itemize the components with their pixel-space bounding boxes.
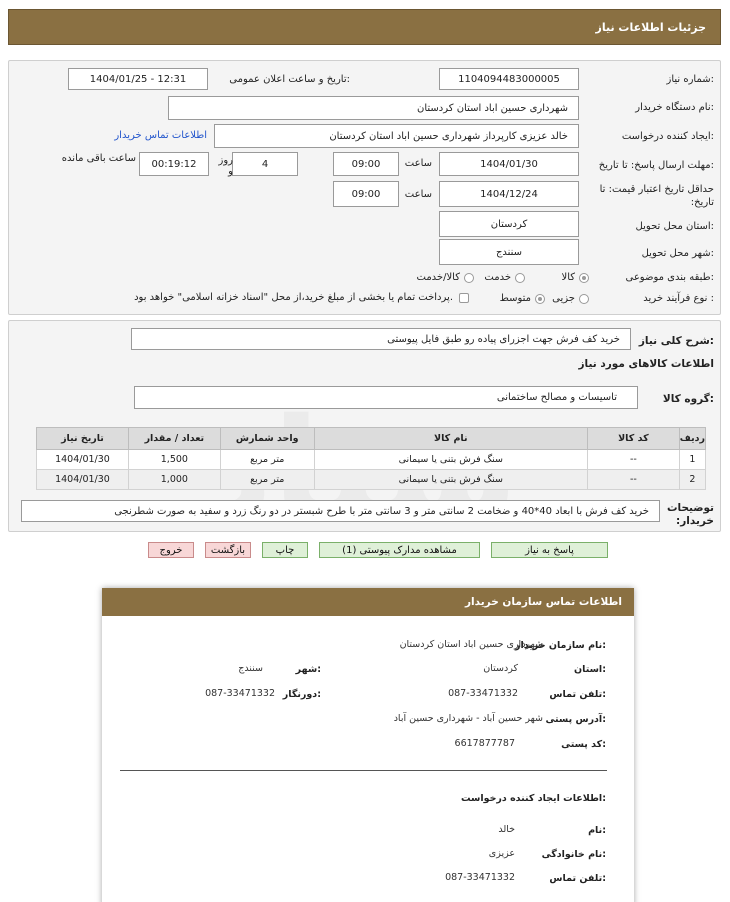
radio-selected-icon xyxy=(579,273,589,283)
contact-fax-label: دورنگار: xyxy=(282,689,321,700)
cell-code: -- xyxy=(587,470,679,490)
col-unit-header: واحد شمارش xyxy=(220,428,314,450)
delivery-city-label: شهر محل تحویل: xyxy=(641,248,714,259)
cell-row: 2 xyxy=(679,470,705,490)
contact-phone-label: تلفن تماس: xyxy=(549,689,606,700)
category-option-label: کالا xyxy=(561,272,575,283)
contact-address-value: شهر حسین آباد - شهرداری حسین آباد xyxy=(393,713,543,724)
contact-postal-label: کد پستی: xyxy=(561,739,606,750)
contact-province-label: استان: xyxy=(574,664,606,675)
buyer-notes-label: توضیحات خریدار: xyxy=(666,502,714,527)
category-option-label: خدمت xyxy=(484,272,511,283)
contact-org-label: نام سازمان خریدار: xyxy=(515,640,606,651)
category-radio-service[interactable] xyxy=(484,272,525,283)
cell-date: 1404/01/30 xyxy=(37,450,129,470)
back-button[interactable]: بازگشت xyxy=(205,542,251,558)
col-name-header: نام کالا xyxy=(314,428,587,450)
category-radio-goods-service[interactable] xyxy=(417,272,475,283)
buyer-contact-link[interactable]: اطلاعات تماس خریدار xyxy=(114,130,207,141)
radio-selected-icon xyxy=(535,294,545,304)
delivery-city-field: سنندج xyxy=(439,239,579,265)
days-remaining-field: 4 xyxy=(232,152,298,176)
buyer-org-field: شهرداری حسین اباد استان کردستان xyxy=(168,96,579,120)
remaining-time-field: 00:19:12 xyxy=(139,152,209,176)
deadline-date-field: 1404/01/30 xyxy=(439,152,579,176)
contact-phone-value: 087-33471332 xyxy=(448,688,518,699)
table-header-row xyxy=(37,428,706,450)
cell-qty: 1,000 xyxy=(128,470,220,490)
deadline-time-field: 09:00 xyxy=(333,152,399,176)
process-radio-minor[interactable] xyxy=(552,293,589,304)
contact-org-value: شهرداری حسین اباد استان کردستان xyxy=(399,639,543,650)
announce-datetime-field: 1404/01/25 - 12:31 xyxy=(68,68,208,90)
delivery-province-label: استان محل تحویل: xyxy=(635,221,714,232)
announce-datetime-label: تاریخ و ساعت اعلان عمومی: xyxy=(229,74,350,85)
need-number-field: 1104094483000005 xyxy=(439,68,579,90)
col-qty-header: تعداد / مقدار xyxy=(128,428,220,450)
treasury-payment-note: پرداخت تمام یا بخشی از مبلغ خرید،از محل "اسناد خزانه اسلامی" خواهد بود. xyxy=(134,292,453,303)
reply-button[interactable]: پاسخ به نیاز xyxy=(491,542,608,558)
requester-last-name-value: عزیزی xyxy=(488,848,515,859)
goods-group-label: گروه کالا: xyxy=(662,393,714,405)
contact-divider xyxy=(120,770,607,771)
category-option-label: کالا/خدمت xyxy=(416,272,460,283)
table-row xyxy=(37,470,706,490)
purchase-process-label: نوع فرآیند خرید : xyxy=(643,293,714,304)
col-row-header: ردیف xyxy=(679,428,705,450)
process-radio-medium[interactable] xyxy=(500,293,545,304)
col-date-header: تاریخ نیاز xyxy=(37,428,129,450)
goods-table xyxy=(36,427,706,490)
cell-row: 1 xyxy=(679,450,705,470)
contact-card-title: اطلاعات تماس سازمان خریدار xyxy=(102,588,634,616)
goods-group-field: تاسیسات و مصالح ساختمانی xyxy=(134,386,638,409)
min-validity-label: حداقل تاریخ اعتبار قیمت: تا تاریخ: xyxy=(599,184,714,208)
validity-time-field: 09:00 xyxy=(333,181,399,207)
view-attachments-button[interactable]: مشاهده مدارک پیوستی (1) xyxy=(319,542,480,558)
process-option-label: جزیی xyxy=(552,293,575,304)
contact-address-label: آدرس پستی: xyxy=(545,714,606,725)
cell-unit: متر مربع xyxy=(220,470,314,490)
category-radio-goods[interactable] xyxy=(561,272,589,283)
requester-label: ایجاد کننده درخواست: xyxy=(621,131,714,142)
print-button[interactable]: چاپ xyxy=(262,542,308,558)
requester-first-name-value: خالد xyxy=(498,824,515,835)
buyer-org-label: نام دستگاه خریدار: xyxy=(635,102,714,113)
cell-name: سنگ فرش بتنی یا سیمانی xyxy=(314,470,587,490)
deadline-label: مهلت ارسال پاسخ: تا تاریخ: xyxy=(598,160,714,171)
contact-city-value: سنندج xyxy=(238,663,263,674)
validity-time-label: ساعت xyxy=(404,189,432,200)
cell-code: -- xyxy=(587,450,679,470)
days-label: روز و xyxy=(218,155,233,177)
need-number-label: شماره نیاز: xyxy=(666,74,714,85)
page-header xyxy=(8,9,721,45)
contact-province-value: کردستان xyxy=(483,663,518,674)
cell-date: 1404/01/30 xyxy=(37,470,129,490)
page-title: جزئیات اطلاعات نیاز xyxy=(595,20,706,34)
radio-icon xyxy=(515,273,525,283)
cell-unit: متر مربع xyxy=(220,450,314,470)
requester-first-name-label: نام: xyxy=(588,825,606,836)
requester-last-name-label: نام خانوادگی: xyxy=(541,849,606,860)
summary-field: خرید کف فرش جهت اجزرای پیاده رو طبق فایل پیوستی xyxy=(131,328,631,350)
delivery-province-field: کردستان xyxy=(439,211,579,237)
contact-postal-value: 6617877787 xyxy=(454,738,515,749)
process-option-label: متوسط xyxy=(499,293,531,304)
category-label: طبقه بندی موضوعی: xyxy=(625,272,714,283)
requester-phone-value: 087-33471332 xyxy=(445,872,515,883)
contact-fax-value: 087-33471332 xyxy=(205,688,275,699)
deadline-time-label: ساعت xyxy=(404,158,432,169)
validity-date-field: 1404/12/24 xyxy=(439,181,579,207)
radio-icon xyxy=(464,273,474,283)
cell-name: سنگ فرش بتنی یا سیمانی xyxy=(314,450,587,470)
requester-phone-label: تلفن تماس: xyxy=(549,873,606,884)
goods-info-title: اطلاعات کالاهای مورد نیاز xyxy=(578,358,714,370)
col-code-header: کد کالا xyxy=(587,428,679,450)
cell-qty: 1,500 xyxy=(128,450,220,470)
table-row xyxy=(37,450,706,470)
radio-icon xyxy=(579,294,589,304)
summary-label: شرح کلی نیاز: xyxy=(638,335,714,347)
exit-button[interactable]: خروج xyxy=(148,542,194,558)
contact-city-label: شهر: xyxy=(295,664,321,675)
requester-info-title: اطلاعات ایجاد کننده درخواست: xyxy=(460,793,606,804)
buyer-notes-field: خرید کف فرش با ابعاد 40*40 و ضخامت 2 سانتی متر و 3 سانتی متر با طرح شبستر در دو رنگ زرد و سفید به صورت شطرنجی xyxy=(21,500,660,522)
requester-field: خالد عزیزی کارپرداز شهرداری حسین اباد استان کردستان xyxy=(214,124,579,148)
treasury-payment-checkbox[interactable] xyxy=(459,293,469,303)
remaining-time-label: ساعت باقی مانده xyxy=(61,153,136,164)
